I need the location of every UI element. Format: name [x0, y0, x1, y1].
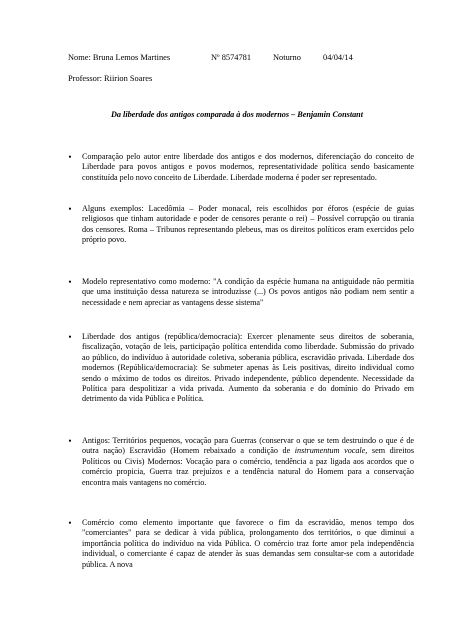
italic-term: instrumentum vocale, [294, 446, 368, 456]
bullet-item [58, 277, 414, 308]
bullet-text: Liberdade dos antigos (república/democracia): Exercer plenamente seus direitos de soberania, fiscalização, votação de leis, participação política entendida como liberdade. Submissão do privado ao público, do indivíduo à autoridade coletiva, soberania pública, escravidão privada. Liberdade dos modernos (República/democracia): Se submeter apenas às Leis positivas, direito individual como sendo o máximo de todos os direitos. Privado independente, público dependente. Necessidade da Política para despolitizar a vida privada. Aumento da soberania e do domínio do Privado em detrimento da vida Pública e Política. [82, 332, 414, 404]
bullet-text-part: Antigos: Territórios pequenos, vocação para Guerras (conservar o que se tem destruindo o que é de outra nação) Escravidão (Homem rebaixado a condição de [82, 436, 414, 456]
bullet-text: Comércio como elemento importante que favorece o fim da escravidão, menos tempo dos "comerciantes" para se dedicar à vida pública, prolongamento dos territórios, o que diminui a importância política do indivíduo na vida Pública. O comércio traz forte amor pela independência individual, o comerciante é capaz de atender às suas demandas sem consultar-se com a autoridade pública. A nova [82, 518, 414, 569]
student-number: Nº 8574781 [211, 53, 252, 62]
professor-line [68, 74, 153, 104]
bullet-item [58, 152, 414, 183]
bullet-item [58, 436, 414, 488]
bullet-text-part: sem direitos Políticos ou Civis) Modernos: Vocação para o comércio, tendência a paz ligada aos acordos que o comércio propicia, Guerra traz prejuízos e a tendência natural do Homem para a conservação encontra mais vantagens no comércio. [82, 446, 414, 487]
bullet-dot-icon: • [68, 152, 72, 162]
bullet-text [82, 436, 414, 488]
bullet-dot-icon: • [68, 436, 72, 446]
class-shift: Noturno [273, 53, 301, 62]
bullet-dot-icon: • [68, 204, 72, 214]
professor-name: Professor: Riirion Soares [68, 74, 153, 83]
bullet-text: Comparação pelo autor entre liberdade dos antigos e dos modernos, diferenciação do conceito de Liberdade para povos antigos e povos modernos, representatividade política sendo basicamente constituída pelo novo conceito de Liberdade. Liberdade moderna é poder ser representado. [82, 152, 414, 182]
bullet-text: Modelo representativo como moderno: "A condição da espécie humana na antiguidade não permitia que uma instituição dessa natureza se introduzisse (...) Os povos antigos não podiam nem sentir a necessidade e nem apreciar as vantagens desse sistema" [82, 277, 414, 307]
bullet-dot-icon: • [68, 332, 72, 342]
bullet-text: Alguns exemplos: Lacedômia – Poder monacal, reis escolhidos por éforos (espécie de guias religiosos que tinham autoridade e poder de censores perante o rei) – Possível corrupção ou tirania dos censores. Roma – Tribunos representando plebeus, mas os direitos políticos eram exercidos pelo próprio povo. [82, 204, 414, 245]
document-title: Da liberdade dos antigos comparada à dos modernos – Benjamin Constant [110, 110, 364, 119]
bullet-item [58, 518, 414, 570]
student-name: Nome: Bruna Lemos Martines [68, 53, 171, 62]
bullet-dot-icon: • [68, 277, 72, 287]
document-date: 04/04/14 [323, 53, 353, 62]
bullet-item [58, 332, 414, 405]
bullet-dot-icon: • [68, 518, 72, 528]
bullet-item [58, 204, 414, 246]
